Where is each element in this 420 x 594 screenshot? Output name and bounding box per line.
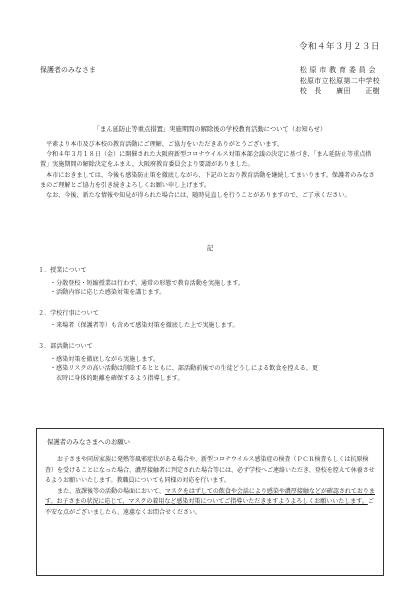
section-classes [38, 266, 383, 298]
request-emphasis: マスクをはずしての飲食や会話により感染や濃厚接触などが確認されております。お子さまの状況に応じて、マスクの着用など感染対策についてご指導いただきますようよろしくお願いいたします。 [45, 487, 375, 506]
section-item: 衣時に身体的距離を確保するよう指導します。 [56, 374, 184, 382]
section-heading: ２．学校行事について [38, 309, 99, 317]
section-item: ・感染リスクの高い活動は削除するとともに、部活動前後での生徒どうしによる飲食を控える、更 [50, 365, 319, 373]
sender-principal: 校 長 廣田 正樹 [299, 87, 380, 95]
section-events [38, 309, 383, 331]
section-heading: １．授業について [38, 267, 87, 274]
request-box [36, 428, 384, 576]
request-title: 保護者のみなさまへのお願い [47, 438, 131, 446]
section-item: ・分散登校・短縮授業は行わず、通常の形態で教育活動を実施します。 [50, 279, 245, 287]
section-item: ・活動内容に応じた感染対策を講じます。 [50, 289, 166, 297]
sections [38, 266, 383, 394]
request-paragraph: お子さまや同居家族に発熱等風邪症状がある場合や、新型コロナウイルス感染症の検査（ＰＣＲ検査もしくは抗原検査）を受けることになった場合、濃厚接触者に判定された場合等には、必ず学校へご連絡いただき、登校を控えて休養させるようお願いいたします。教職員についても同様の対応を行います。 [45, 456, 375, 485]
ki-heading: 記 [206, 244, 214, 252]
request-paragraph [45, 487, 375, 519]
request-body [45, 455, 375, 519]
request-text: また、放課後等の活動の場面において、 [57, 487, 165, 495]
sender-school: 松原市立松原第二中学校 [299, 76, 380, 85]
body-paragraph: 令和４年３月１８日（金）に開催された大阪府新型コロナウイルス対策本部会議の決定に基づき、「まん延防止等重点措置」実施期間の解除決定をふまえ、大阪府教育委員会より要請がありました。 [40, 151, 372, 169]
body-text [40, 140, 380, 201]
document-title: 「まん延防止等重点措置」実施期間の解除後の学校教育活動について（お知らせ） [93, 126, 327, 133]
section-item: ・感染対策を徹底しながら実施します。 [50, 355, 160, 363]
section-item: ・来場者（保護者等）も含めて感染対策を徹底した上で実施します。 [50, 322, 239, 330]
sender-org: 松 原 市 教 育 委 員 会 [299, 66, 376, 74]
sender-block [300, 65, 380, 97]
body-paragraph: 平素より本市及び本校の教育活動にご理解、ご協力をいただきありがとうございます。 [46, 141, 284, 148]
addressee: 保護者のみなさま [40, 66, 96, 74]
body-paragraph: なお、今後、新たな情報や知見が得られた場合には、随時見直しを行うことがありますので、ご了承ください。 [46, 192, 351, 200]
document-date: 令和４年３月２３日 [298, 42, 380, 52]
section-heading: ３．部活動について [38, 342, 93, 350]
request-text: ご不安な点がございましたら、遠慮なくお問合せください。 [45, 498, 374, 516]
section-club-activities [38, 342, 383, 383]
body-paragraph: 本市におきましては、今後も感染防止策を徹底しながら、下記のとおり教育活動を継続してまいります。保護者のみなさまのご理解とご協力を引き続きよろしくお願い申し上げます。 [40, 171, 375, 189]
